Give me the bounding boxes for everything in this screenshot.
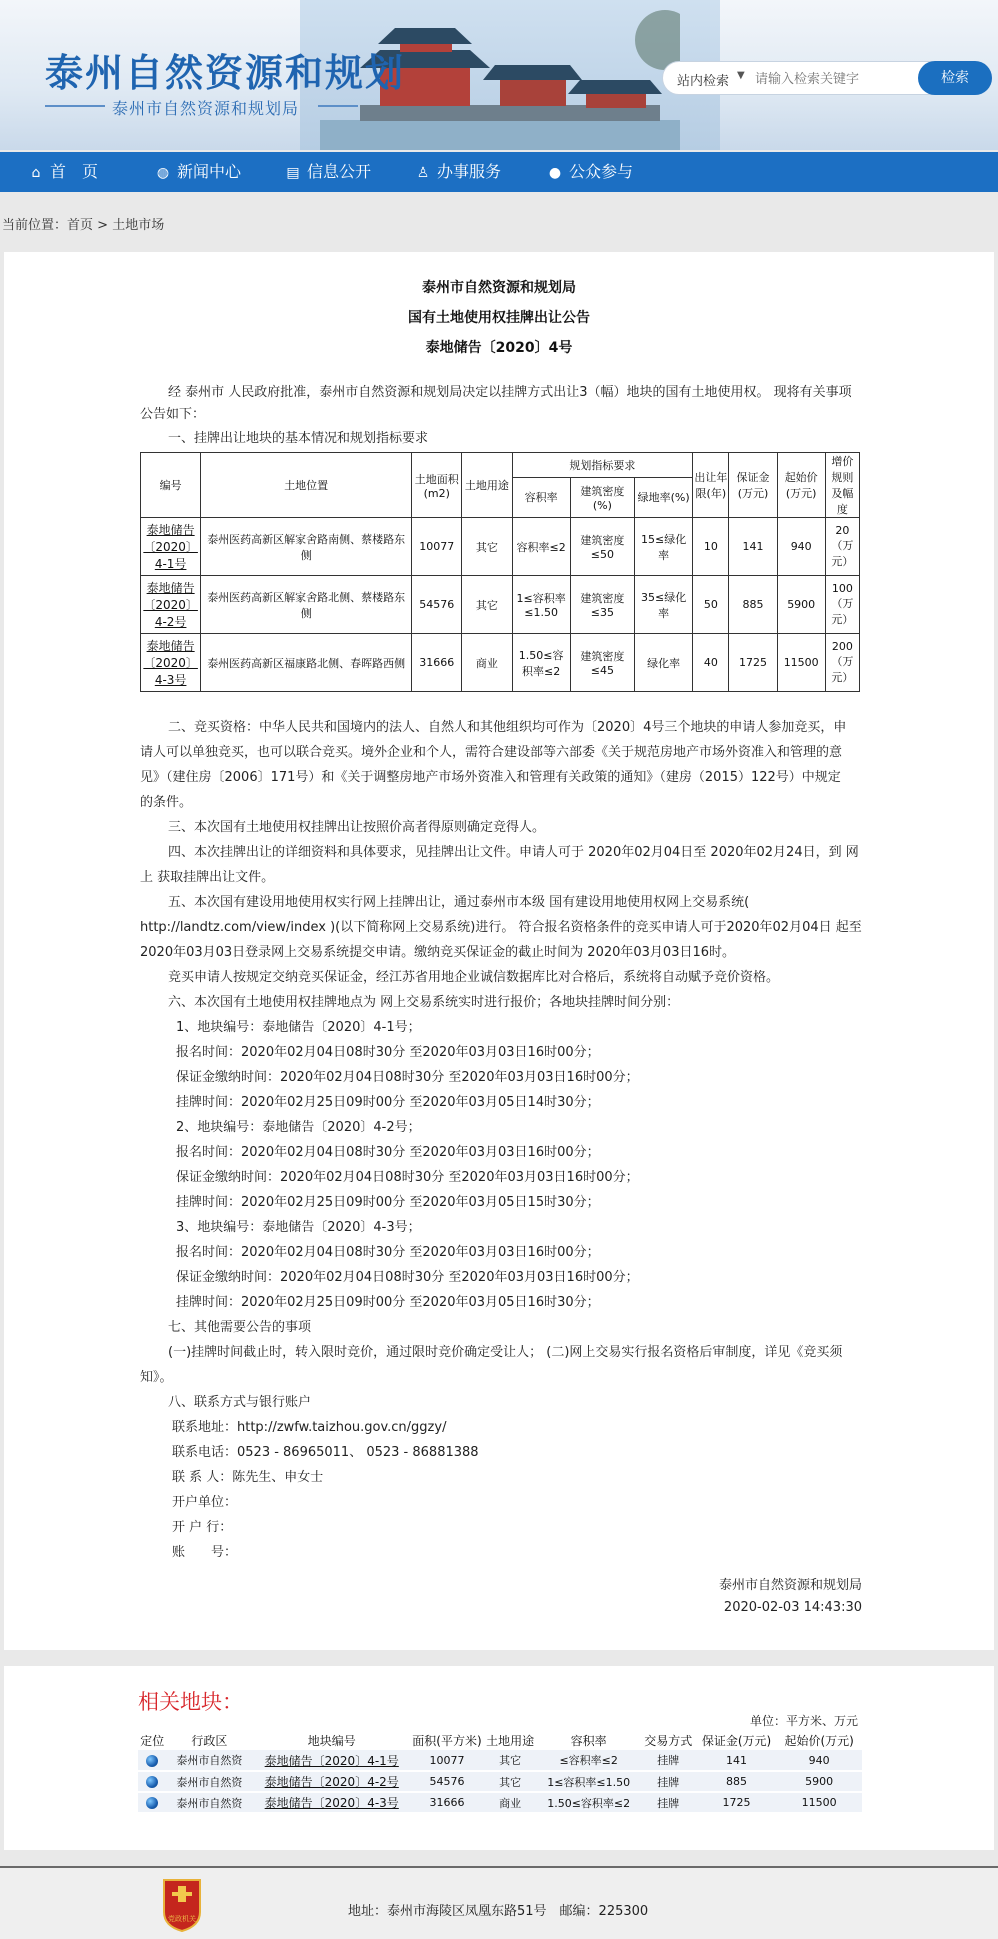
article-paragraph-line: 2、地块编号：泰地储告〔2020〕4-2号；	[176, 1120, 421, 1135]
cell-mode: 挂牌	[640, 1750, 697, 1771]
cell-location: 泰州医药高新区解家舍路北侧、蔡楼路东侧	[201, 576, 412, 634]
th-location: 土地位置	[201, 453, 412, 518]
cell-deposit: 141	[697, 1750, 777, 1771]
cell-district: 泰州市自然资	[167, 1771, 253, 1792]
breadcrumb-prefix: 当前位置：	[2, 218, 68, 233]
cell-years: 10	[693, 518, 729, 576]
party-government-badge-icon[interactable]	[158, 1876, 206, 1932]
cell-start: 5900	[776, 1771, 862, 1792]
table-row	[138, 1750, 862, 1771]
th-area: 土地面积(m2)	[412, 453, 462, 518]
cell-area: 54576	[411, 1771, 482, 1792]
related-parcels-panel	[4, 1666, 994, 1850]
cell-deposit: 1725	[729, 634, 777, 692]
article-paragraph-line: 联系地址：http://zwfw.taizhou.gov.cn/ggzy/	[172, 1420, 447, 1435]
article-org: 泰州市自然资源和规划局	[422, 280, 576, 296]
th-far: 容积率	[512, 477, 570, 517]
related-table	[138, 1730, 862, 1814]
article-paragraph-line: 请人可以单独竞买，也可以联合竞买。境外企业和个人，需符合建设部等六部委《关于规范房地产市场外资准入和管理的意	[140, 745, 843, 760]
cell-green: 绿化率	[635, 634, 693, 692]
article-paragraph-line: 三、本次国有土地使用权挂牌出让按照价高者得原则确定竞得人。	[168, 820, 546, 835]
cell-use: 商业	[462, 634, 512, 692]
nav-item-services[interactable]	[415, 152, 501, 192]
article-title: 国有土地使用权挂牌出让公告	[408, 310, 590, 326]
parcel-no-link[interactable]	[141, 518, 201, 576]
cell-green: 15≤绿化率	[635, 518, 693, 576]
cell-area: 54576	[412, 576, 462, 634]
nav-item-news[interactable]	[155, 152, 241, 192]
cell-deposit: 1725	[697, 1792, 777, 1813]
breadcrumb-current[interactable]: 土地市场	[112, 218, 165, 233]
cell-area: 10077	[411, 1750, 482, 1771]
article-paragraph-line: 上 获取挂牌出让文件。	[140, 870, 275, 885]
article-paragraph-line: 报名时间：2020年02月04日08时30分 至2020年03月03日16时00分；	[176, 1145, 600, 1160]
cell-start: 5900	[777, 576, 825, 634]
article-paragraph-line: 挂牌时间：2020年02月25日09时00分 至2020年03月05日14时30分；	[176, 1095, 600, 1110]
th-deposit: 保证金(万元)	[701, 1733, 772, 1748]
th-start: 起始价(万元)	[777, 453, 825, 518]
article-paragraph-line: 开 户 行：	[172, 1520, 233, 1535]
article-paragraph-line: 3、地块编号：泰地储告〔2020〕4-3号；	[176, 1220, 421, 1235]
cell-use: 其它	[483, 1750, 538, 1771]
article-paragraph-line: 开户单位：	[172, 1495, 238, 1510]
cell-far: 1≤容积率≤1.50	[538, 1771, 640, 1792]
cell-far: 容积率≤2	[512, 518, 570, 576]
article-paragraph-line: http://landtz.com/view/index )(以下简称网上交易系统)进行。 符合报名资格条件的竞买申请人可于2020年02月04日 起至	[140, 920, 862, 935]
subtitle-rule-right	[318, 105, 358, 107]
home-icon: ⌂	[31, 165, 41, 181]
search-scope-select[interactable]: 站内检索	[677, 74, 730, 89]
article-paragraph-line: 见》（建住房〔2006〕171号）和《关于调整房地产市场外资准入和管理有关政策的通知》（建房（2015）122号）中规定	[140, 770, 841, 785]
parcel-no[interactable]: 泰地储告〔2020〕4-3号	[143, 639, 198, 687]
related-title: 相关地块：	[138, 1690, 243, 1714]
cell-start: 940	[777, 518, 825, 576]
site-subtitle: 泰州市自然资源和规划局	[112, 99, 300, 118]
th-plan: 规划指标要求	[512, 453, 693, 478]
cell-area: 10077	[412, 518, 462, 576]
cell-start: 940	[776, 1750, 862, 1771]
article-paragraph-line: 四、本次挂牌出让的详细资料和具体要求，见挂牌出让文件。申请人可于 2020年02月04日至 2020年02月24日，到 网	[168, 845, 859, 860]
cell-density: 建筑密度≤45	[570, 634, 634, 692]
nav-item-public[interactable]	[547, 152, 633, 192]
article-paragraph-line: 2020年03月03日登录网上交易系统提交申请。缴纳竞买保证金的截止时间为 2020年03月03日16时。	[140, 945, 736, 960]
nav-item-label: 信息公开	[307, 162, 372, 181]
site-title: 泰州自然资源和规划	[45, 51, 406, 95]
cell-years: 50	[693, 576, 729, 634]
article-paragraph-line: 的条件。	[140, 795, 193, 810]
article-number: 泰地储告〔2020〕4号	[425, 340, 573, 356]
cell-deposit: 885	[697, 1771, 777, 1792]
globe-icon: ◍	[156, 165, 170, 181]
thumbs-up-icon: ♙	[416, 165, 430, 181]
article-paragraph-line: 报名时间：2020年02月04日08时30分 至2020年03月03日16时00分；	[176, 1245, 600, 1260]
globe-locate-icon[interactable]	[146, 1755, 158, 1767]
site-footer	[0, 1868, 998, 1939]
cell-far: 1≤容积率≤1.50	[512, 576, 570, 634]
cell-density: 建筑密度≤35	[570, 576, 634, 634]
cell-years: 40	[693, 634, 729, 692]
th-locate: 定位	[140, 1733, 165, 1748]
chevron-down-icon[interactable]: ▼	[737, 70, 745, 81]
signature-time: 2020-02-03 14:43:30	[723, 1600, 862, 1615]
article-paragraph-line: 报名时间：2020年02月04日08时30分 至2020年03月03日16时00分；	[176, 1045, 600, 1060]
cell-green: 35≤绿化率	[635, 576, 693, 634]
land-parcel-table	[140, 452, 860, 692]
intro-line-1: 经 泰州市 人民政府批准，泰州市自然资源和规划局决定以挂牌方式出让3（幅）地块的国有土地使用权。 现将有关事项	[168, 385, 852, 400]
intro-line-2: 公告如下：	[140, 407, 206, 422]
nav-item-home[interactable]	[28, 152, 98, 192]
article-paragraph-line: 1、地块编号：泰地储告〔2020〕4-1号；	[176, 1020, 421, 1035]
unit-note: 单位：平方米、万元	[749, 1714, 858, 1728]
th-area: 面积(平方米)	[412, 1733, 482, 1748]
th-green: 绿地率(%)	[635, 477, 693, 517]
footer-address: 地址：泰州市海陵区凤凰东路51号 邮编：225300	[348, 1904, 649, 1919]
cell-start: 11500	[776, 1792, 862, 1813]
article-paragraph-line: (一)挂牌时间截止时，转入限时竞价，通过限时竞价确定受让人； (二)网上交易实行报名资格后审制度，详见《竞买须	[168, 1345, 843, 1360]
cell-use: 其它	[483, 1771, 538, 1792]
main-nav	[0, 152, 998, 192]
th-far: 容积率	[570, 1733, 607, 1748]
cell-area: 31666	[411, 1792, 482, 1813]
cell-location: 泰州医药高新区解家舍路南侧、蔡楼路东侧	[201, 518, 412, 576]
nav-item-label: 公众参与	[569, 162, 634, 181]
th-years: 出让年限(年)	[693, 453, 729, 518]
cell-location: 泰州医药高新区福康路北侧、春晖路西侧	[201, 634, 412, 692]
site-header	[0, 0, 998, 150]
article-paragraph-line: 六、本次国有土地使用权挂牌地点为 网上交易系统实时进行报价；各地块挂牌时间分别：	[168, 995, 680, 1010]
cell-use: 其它	[462, 518, 512, 576]
th-code: 地块编号	[307, 1733, 356, 1748]
article-paragraph-line: 账 号：	[172, 1545, 238, 1560]
article-paragraph-line: 知》。	[140, 1370, 173, 1385]
article-paragraph-line: 二、竞买资格：中华人民共和国境内的法人、自然人和其他组织均可作为〔2020〕4号三个地块的申请人参加竞买，申	[168, 720, 847, 735]
article-paragraph-line: 保证金缴纳时间：2020年02月04日08时30分 至2020年03月03日16时00分；	[176, 1170, 639, 1185]
cell-mode: 挂牌	[640, 1792, 697, 1813]
th-start: 起始价(万元)	[784, 1733, 854, 1748]
user-icon: ●	[548, 165, 562, 181]
table-row	[138, 1771, 862, 1792]
article-paragraph-line: 竞买申请人按规定交纳竞买保证金，经江苏省用地企业诚信数据库比对合格后，系统将自动赋予竞价资格。	[168, 970, 780, 985]
article-paragraph-line: 保证金缴纳时间：2020年02月04日08时30分 至2020年03月03日16时00分；	[176, 1270, 639, 1285]
cell-district: 泰州市自然资	[167, 1750, 253, 1771]
table-row	[138, 1792, 862, 1813]
nav-item-label: 新闻中心	[177, 162, 242, 181]
parcel-code-link[interactable]: 泰地储告〔2020〕4-2号	[264, 1775, 399, 1789]
article-paragraph-line: 联系电话：0523 - 86965011、 0523 - 86881388	[172, 1445, 479, 1460]
article-paragraph-line: 挂牌时间：2020年02月25日09时00分 至2020年03月05日16时30分；	[176, 1295, 600, 1310]
globe-locate-icon[interactable]	[146, 1776, 158, 1788]
cell-mode: 挂牌	[640, 1771, 697, 1792]
th-use: 土地用途	[486, 1733, 535, 1748]
cell-far: 1.50≤容积率≤2	[538, 1792, 640, 1813]
breadcrumb-home-link[interactable]: 首页	[67, 218, 94, 233]
table-row	[141, 576, 860, 634]
article-paragraph-line: 八、联系方式与银行账户	[168, 1395, 312, 1410]
cell-density: 建筑密度≤50	[570, 518, 634, 576]
subtitle-rule-left	[45, 105, 105, 107]
nav-item-info[interactable]	[285, 152, 371, 192]
cell-area: 31666	[412, 634, 462, 692]
table-row	[141, 518, 860, 576]
cell-use: 商业	[483, 1792, 538, 1813]
breadcrumb	[2, 214, 164, 233]
article-paragraph-line: 挂牌时间：2020年02月25日09时00分 至2020年03月05日15时30分；	[176, 1195, 600, 1210]
article-paragraph-line: 七、其他需要公告的事项	[168, 1320, 312, 1335]
cell-start: 11500	[777, 634, 825, 692]
parcel-code-link[interactable]: 泰地储告〔2020〕4-3号	[264, 1796, 399, 1810]
cell-deposit: 885	[729, 576, 777, 634]
th-district: 行政区	[191, 1733, 228, 1748]
th-use: 土地用途	[462, 453, 512, 518]
th-deposit: 保证金(万元)	[729, 453, 777, 518]
search-input[interactable]	[755, 68, 915, 90]
signature-org: 泰州市自然资源和规划局	[718, 1578, 862, 1593]
article-paragraph-line: 联 系 人：陈先生、申女士	[172, 1470, 324, 1485]
th-no: 编号	[141, 453, 201, 518]
cell-step: 20（万元）	[825, 518, 859, 576]
parcel-code-link[interactable]: 泰地储告〔2020〕4-1号	[264, 1753, 399, 1768]
document-icon: ▤	[286, 165, 300, 181]
nav-item-label: 首 页	[50, 162, 99, 181]
cell-use: 其它	[462, 576, 512, 634]
th-step: 增价规则及幅度	[825, 453, 859, 518]
globe-locate-icon[interactable]	[146, 1797, 158, 1809]
breadcrumb-separator: >	[93, 218, 113, 233]
cell-district: 泰州市自然资	[167, 1792, 253, 1813]
cell-far: ≤容积率≤2	[538, 1750, 640, 1771]
cell-step: 200（万元）	[825, 634, 859, 692]
nav-item-label: 办事服务	[437, 162, 502, 181]
badge-text: 党政机关	[168, 1915, 196, 1923]
parcel-no[interactable]: 泰地储告〔2020〕4-1号	[143, 523, 198, 571]
cell-deposit: 141	[729, 518, 777, 576]
th-mode: 交易方式	[644, 1733, 693, 1748]
article-paragraph-line: 五、本次国有建设用地使用权实行网上挂牌出让，通过泰州市本级 国有建设用地使用权网上交易系统(	[168, 895, 750, 910]
parcel-no-link[interactable]	[141, 576, 201, 634]
th-density: 建筑密度(%)	[570, 477, 634, 517]
search-box	[662, 61, 992, 95]
parcel-no[interactable]: 泰地储告〔2020〕4-2号	[143, 581, 198, 629]
cell-far: 1.50≤容积率≤2	[512, 634, 570, 692]
article-panel	[4, 252, 994, 1650]
search-button[interactable]: 检索	[918, 61, 992, 95]
table-row	[141, 634, 860, 692]
article-paragraph-line: 保证金缴纳时间：2020年02月04日08时30分 至2020年03月03日16时00分；	[176, 1070, 639, 1085]
cell-step: 100（万元）	[825, 576, 859, 634]
section-heading-1: 一、挂牌出让地块的基本情况和规划指标要求	[168, 431, 429, 446]
parcel-no-link[interactable]	[141, 634, 201, 692]
